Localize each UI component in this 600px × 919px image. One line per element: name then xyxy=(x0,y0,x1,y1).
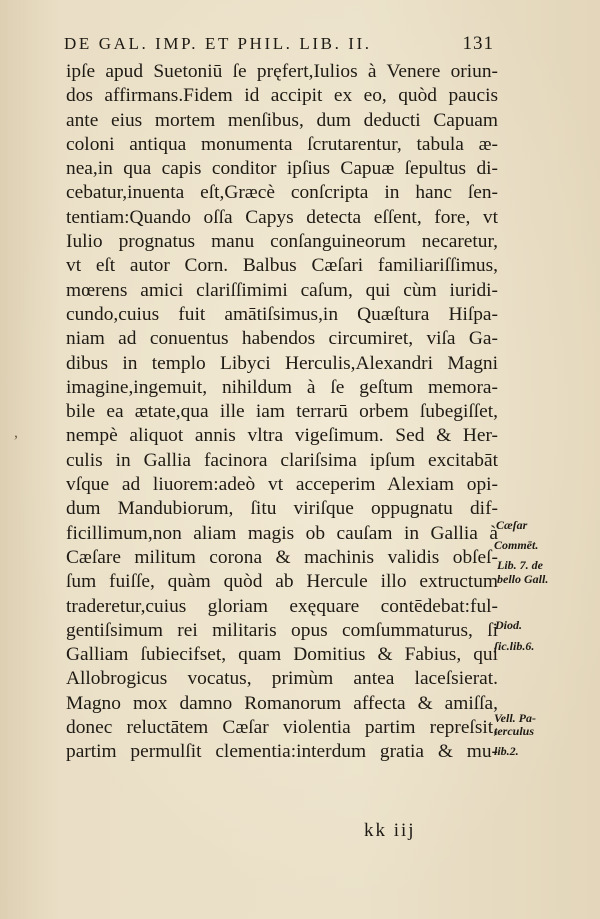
text-line: nempè aliquot annis vltra vigeſimum. Sed & Her- xyxy=(66,425,498,447)
text-line: donec reluctātem Cæſar violentia partim repreſsit, xyxy=(66,717,498,739)
text-line: bile ea ætate,qua ille iam terrarū orbem ſubegiſſet, xyxy=(66,401,498,423)
text-line: Galliam ſubiecifset, quam Domitius & Fabius, qui xyxy=(66,644,498,666)
text-line: Allobrogicus vocatus, primùm antea laceſsierat. xyxy=(66,668,498,690)
marginal-note-lib7: Lib. 7. de xyxy=(497,558,543,572)
text-line: Iulio prognatus manu conſanguineorum necaretur, xyxy=(66,231,498,253)
text-line: niam ad conuentus habendos circumiret, viſa Ga- xyxy=(66,328,498,350)
marginal-note-lib2: lib.2. xyxy=(494,744,519,758)
margin-mark: , xyxy=(14,424,18,441)
marginal-note-comment: Commēt. xyxy=(494,538,539,552)
text-line: gentiſsimum rei militaris opus comſummaturus, ſi xyxy=(66,619,498,641)
text-line: dum Mandubiorum, ſitu viriſque oppugnatu dif- xyxy=(66,498,498,520)
text-line: partim permulſit clementia:interdum gratia & mu- xyxy=(66,741,498,763)
text-line: Magno mox damno Romanorum affecta & amiſſa, xyxy=(66,692,498,714)
marginal-note-sic-lib6: ſic.lib.6. xyxy=(494,639,535,653)
text-line: mœrens amici clariſſimimi caſum, qui cùm iuridi- xyxy=(66,279,498,301)
running-head: DE GAL. IMP. ET PHIL. LIB. II. xyxy=(64,34,372,53)
page-header xyxy=(64,34,494,60)
marginal-note-bello-gall: bello Gall. xyxy=(497,572,549,586)
text-line: ante eius mortem menſibus, dum deducti Capuam xyxy=(66,109,498,131)
text-line: dibus in templo Libyci Herculis,Alexandri Magni xyxy=(66,352,498,374)
text-line: Cæſare militum corona & machinis validis obſeſ- xyxy=(66,546,498,568)
marginal-note-diod: Diod. xyxy=(495,618,522,632)
text-line: ipſe apud Suetoniū ſe pręfert,Iulios à Venere oriun- xyxy=(66,61,498,82)
marginal-note-caesar: Cæſar xyxy=(496,518,528,532)
text-line: imagine,ingemuit, nihildum à ſe geſtum memora- xyxy=(66,376,498,398)
text-line: ſum fuiſſe, quàm quòd ab Hercule illo extructum xyxy=(66,571,498,593)
text-line: vt eſt autor Corn. Balbus Cæſari familiariſſimus, xyxy=(66,255,498,277)
text-line: nea,in qua capis conditor ipſius Capuæ ſepultus di- xyxy=(66,158,498,180)
body-text xyxy=(66,60,498,765)
text-line: tentiam:Quando oſſa Capys detecta eſſent, fore, vt xyxy=(66,206,498,228)
text-line: coloni antiqua monumenta ſcrutarentur, tabula æ- xyxy=(66,133,498,155)
text-line: culis in Gallia facinora clariſsima ipſum excitabāt xyxy=(66,449,498,471)
text-line: cebatur,inuenta eſt,Græcè conſcripta in hanc ſen- xyxy=(66,182,498,204)
signature-mark: kk iij xyxy=(364,820,416,841)
text-line: ficillimum,non aliam magis ob cauſam in Gallia à xyxy=(66,522,498,544)
text-line: dos affirmans.Fidem id accipit ex eo, quòd paucis xyxy=(66,85,498,107)
text-line: vſque ad liuorem:adeò vt acceperim Alexiam opi- xyxy=(66,474,498,496)
text-line: traderetur,cuius gloriam exęquare contēdebat:ful- xyxy=(66,595,498,617)
marginal-note-terculus: terculus xyxy=(494,724,535,738)
text-line: cundo,cuius fuit amātiſsimus,in Quæſtura Hiſpa- xyxy=(66,303,498,325)
page-number: 131 xyxy=(462,33,494,54)
marginal-note-vell-pa: Vell. Pa- xyxy=(494,711,536,725)
